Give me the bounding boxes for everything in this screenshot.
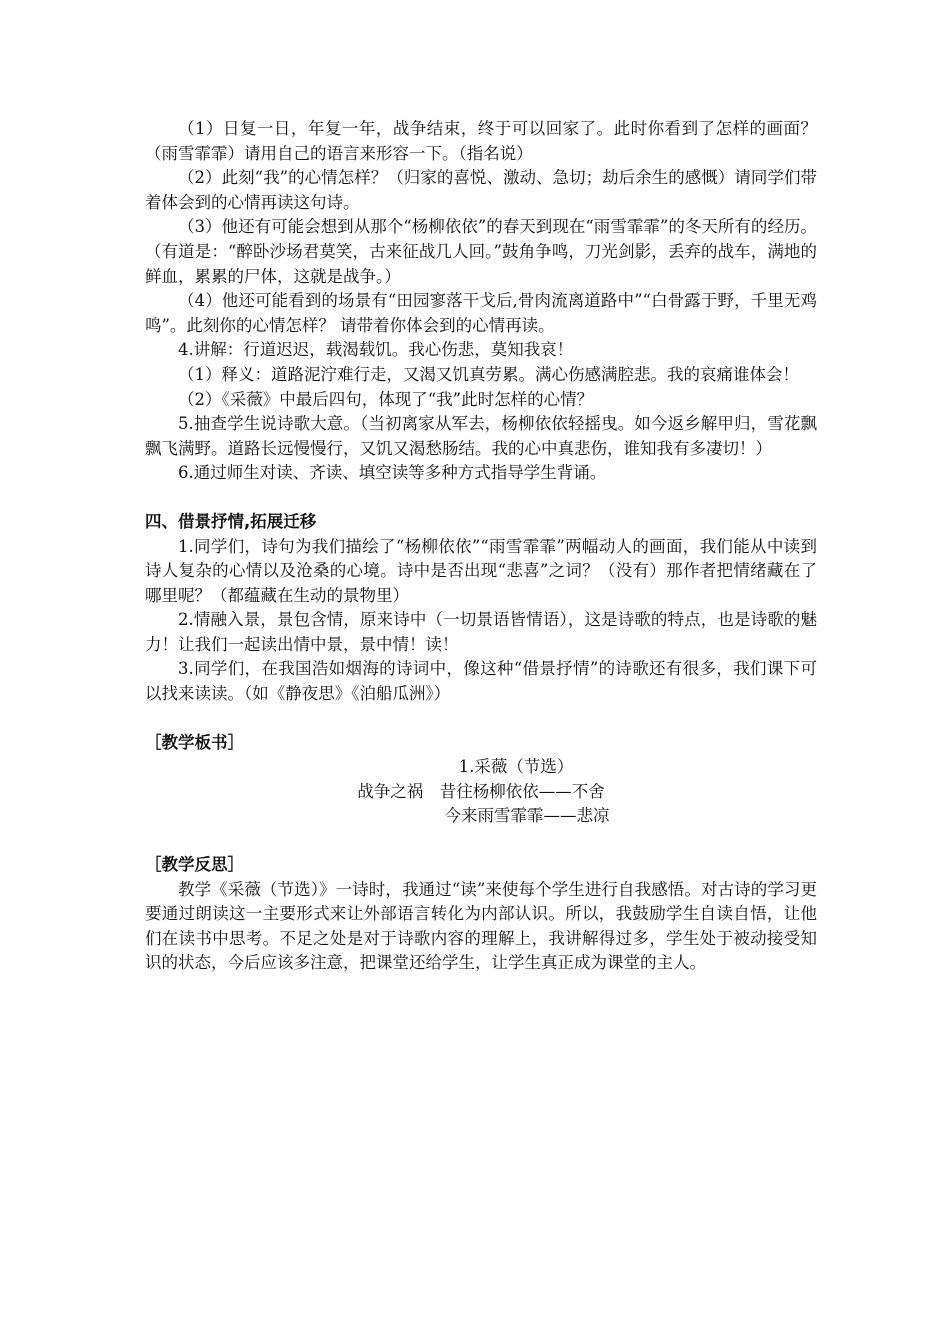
document-page [145,117,817,976]
board-line-2 [145,780,817,805]
paragraph-3-2: （2）此刻“我”的心情怎样？（归家的喜悦、激动、急切；劫后余生的感慨）请同学们带着体会到的心情再读这句诗。 [145,168,817,212]
paragraph-4-2: 2.情融入景，景包含情，原来诗中（一切景语皆情语），这是诗歌的特点，也是诗歌的魅力！让我们一起读出情中景，景中情！读！ [145,610,817,654]
paragraph-3-1: （1）日复一日，年复一年，战争结束，终于可以回家了。此时你看到了怎样的画面？（雨雪霏霏）请用自己的语言来形容一下。（指名说） [145,119,817,163]
paragraph-3-4: （4）他还可能看到的场景有“田园寥落干戈后,骨肉流离道路中”“白骨露于野，千里无鸡鸣”。此刻你的心情怎样？ 请带着你体会到的心情再读。 [145,291,817,335]
paragraph-3-6: （1）释义：道路泥泞难行走，又渴又饥真劳累。满心伤感满腔悲。我的哀痛谁体会！ [178,364,799,384]
board-title: 1.采薇（节选） [458,757,574,777]
spacer [145,707,817,731]
paragraph-4-3: 3.同学们，在我国浩如烟海的诗词中，像这种“借景抒情”的诗歌还有很多，我们课下可以找来读读。（如《静夜思》《泊船瓜洲》） [145,659,817,704]
reflection-text: 教学《采薇（节选）》一诗时，我通过“读”来使每个学生进行自我感悟。对古诗的学习更要通过朗读这一主要形式来让外部语言转化为内部认识。所以，我鼓励学生自读自悟，让他们在读书中思考。不足之处是对于诗歌内容的理解上，我讲解得过多，学生处于被动接受知识的状态，今后应该多注意，把课堂还给学生，让学生真正成为课堂的主人。 [145,879,817,973]
paragraph-3-3: （3）他还有可能会想到从那个“杨柳依依”的春天到现在“雨雪霏霏”的冬天所有的经历。（有道是：“醉卧沙场君莫笑，古来征战几人回。”鼓角争鸣，刀光剑影，丢弃的战车，满地的鲜血，累累的尸体，这就是战争。） [145,217,817,286]
reflection-heading: ［教学反思］ [145,855,244,875]
spacer [145,829,817,853]
board-past: 战争之祸 昔往杨柳依依——不舍 [357,781,605,801]
paragraph-3-5: 4.讲解：行道迟迟，载渴载饥。我心伤悲，莫知我哀！ [178,340,574,360]
paragraph-3-9: 6.通过师生对读、齐读、填空读等多种方式指导学生背诵。 [178,463,607,483]
section-4-heading: 四、借景抒情,拓展迁移 [145,511,317,531]
board-line-1 [145,755,817,780]
board-heading: ［教学板书］ [145,732,244,752]
board-line-3 [145,804,817,829]
spacer [145,486,817,510]
paragraph-3-7: （2）《采薇》中最后四句，体现了“我”此时怎样的心情？ [178,389,594,409]
paragraph-3-8: 5.抽查学生说诗歌大意。（当初离家从军去，杨柳依依轻摇曳。如今返乡解甲归，雪花飘飘飞满野。道路长远慢慢行，又饥又渴愁肠结。我的心中真悲伤，谁知我有多凄切！） [145,414,817,458]
board-present: 今来雨雪霏霏——悲凉 [444,806,610,826]
paragraph-4-1: 1.同学们，诗句为我们描绘了“杨柳依依”“雨雪霏霏”两幅动人的画面，我们能从中读到诗人复杂的心情以及沧桑的心境。诗中是否出现“悲喜”之词？（没有）那作者把情绪藏在了哪里呢？（都蕴藏在生动的景物里） [145,536,817,605]
